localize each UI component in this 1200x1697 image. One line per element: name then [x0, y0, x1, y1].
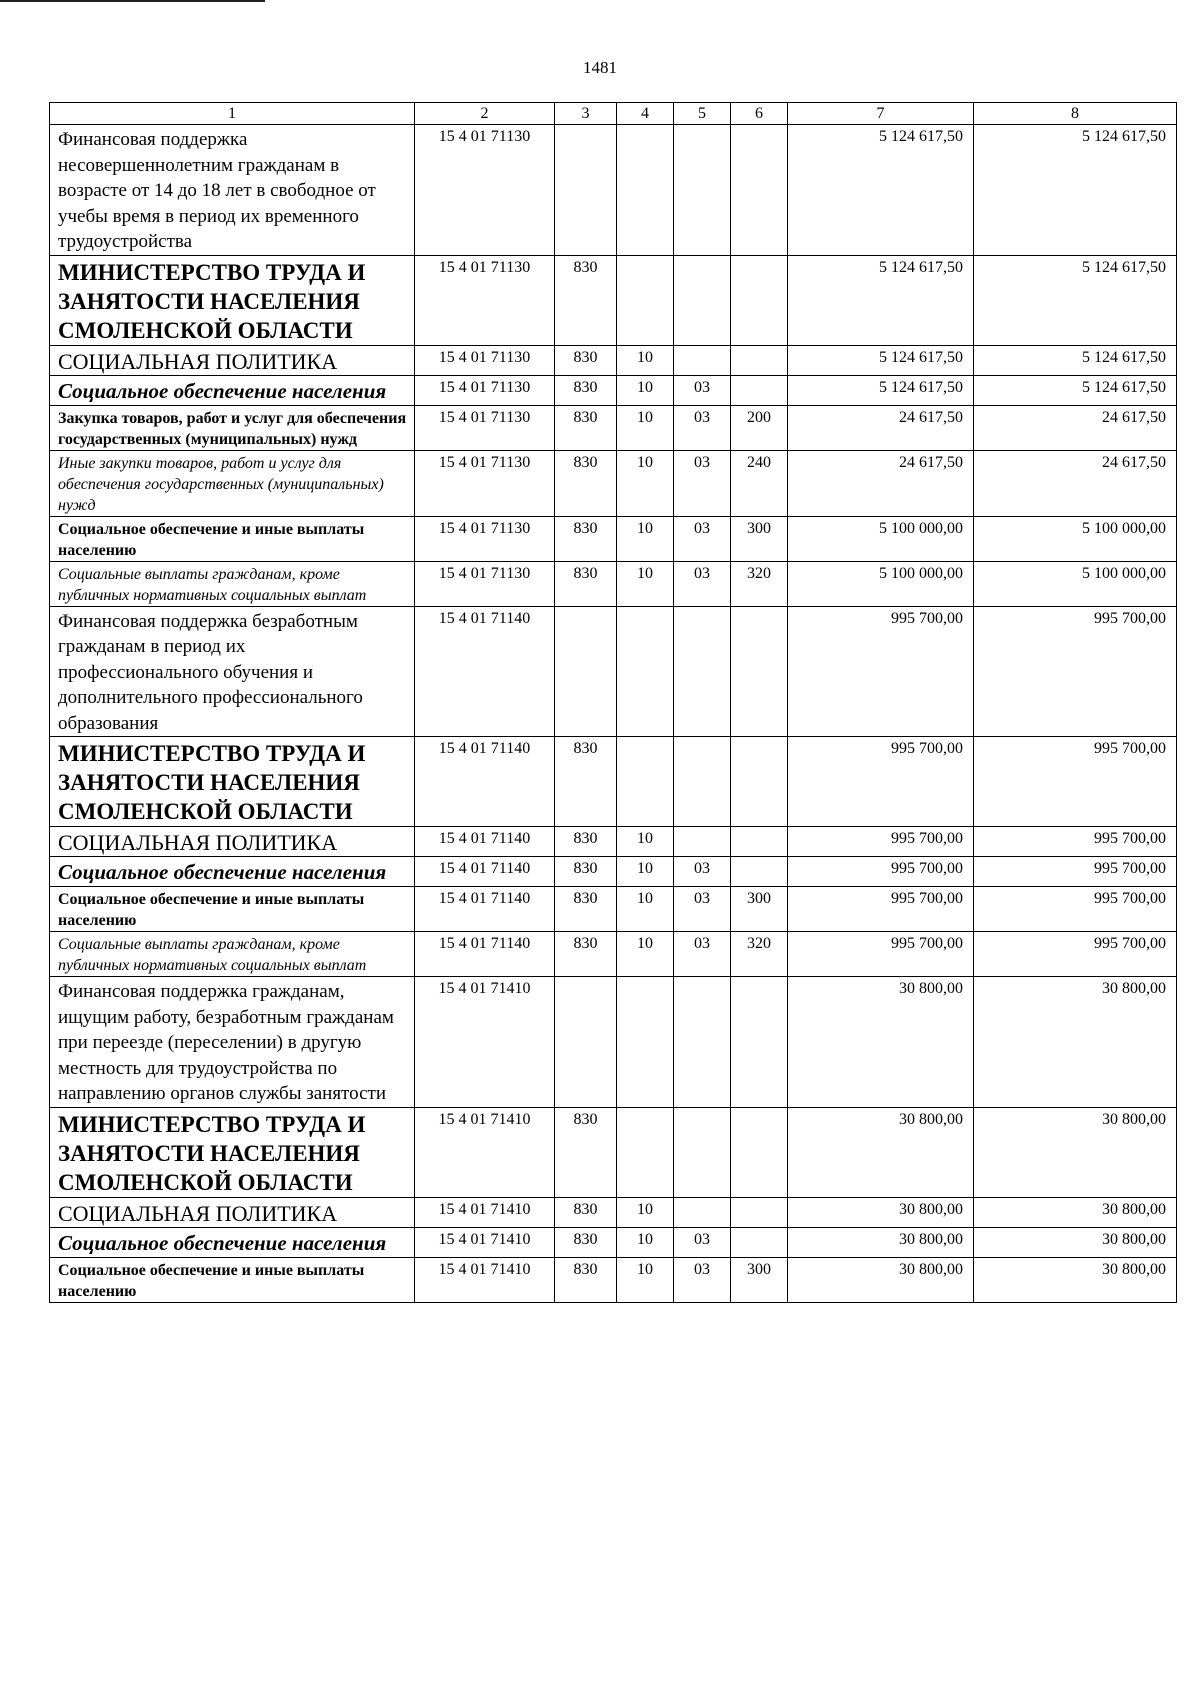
expense-type-code	[731, 737, 788, 827]
table-row	[50, 827, 1177, 857]
admin-code: 830	[555, 516, 617, 561]
amount-year-1: 995 700,00	[788, 857, 974, 887]
section-code: 10	[617, 561, 674, 606]
table-row	[50, 857, 1177, 887]
section-code: 10	[617, 1227, 674, 1257]
row-name	[50, 1227, 415, 1257]
target-code: 15 4 01 71140	[415, 887, 555, 932]
amount-year-2: 995 700,00	[974, 606, 1177, 737]
target-code: 15 4 01 71140	[415, 827, 555, 857]
amount-year-2: 5 124 617,50	[974, 125, 1177, 256]
admin-code	[555, 125, 617, 256]
amount-year-1: 5 124 617,50	[788, 255, 974, 345]
row-name-text: Социальные выплаты гражданам, кроме публичных нормативных социальных выплат	[58, 936, 367, 974]
table-row	[50, 516, 1177, 561]
section-code	[617, 737, 674, 827]
table-row	[50, 561, 1177, 606]
row-name	[50, 125, 415, 256]
amount-year-2: 995 700,00	[974, 827, 1177, 857]
table-row	[50, 1107, 1177, 1197]
column-header: 1	[50, 103, 415, 125]
row-name	[50, 516, 415, 561]
amount-year-1: 5 100 000,00	[788, 561, 974, 606]
target-code: 15 4 01 71130	[415, 561, 555, 606]
page-number: 1481	[583, 58, 617, 77]
table-row	[50, 405, 1177, 450]
section-code	[617, 1107, 674, 1197]
subsection-code: 03	[674, 561, 731, 606]
row-name-text: Социальное обеспечение и иные выплаты населению	[58, 520, 365, 559]
row-name-text: Социальное обеспечение населения	[58, 860, 387, 884]
row-name-text: Социальное обеспечение населения	[58, 378, 387, 403]
expense-type-code	[731, 125, 788, 256]
row-name	[50, 887, 415, 932]
section-code: 10	[617, 1197, 674, 1227]
expense-type-code: 200	[731, 405, 788, 450]
table-row	[50, 606, 1177, 737]
row-name-text: Социальное обеспечение и иные выплаты населению	[58, 1261, 365, 1300]
expense-type-code	[731, 375, 788, 405]
amount-year-2: 5 124 617,50	[974, 345, 1177, 375]
subsection-code	[674, 737, 731, 827]
admin-code	[555, 977, 617, 1108]
amount-year-1: 995 700,00	[788, 887, 974, 932]
row-name-text: СОЦИАЛЬНАЯ ПОЛИТИКА	[58, 830, 338, 855]
admin-code: 830	[555, 737, 617, 827]
expense-type-code: 300	[731, 516, 788, 561]
admin-code: 830	[555, 1107, 617, 1197]
admin-code: 830	[555, 345, 617, 375]
target-code: 15 4 01 71140	[415, 857, 555, 887]
subsection-code: 03	[674, 857, 731, 887]
amount-year-2: 995 700,00	[974, 932, 1177, 977]
row-name-text: Закупка товаров, работ и услуг для обеспечения государственных (муниципальных) нужд	[58, 409, 407, 448]
table-row	[50, 1257, 1177, 1302]
section-code	[617, 255, 674, 345]
subsection-code	[674, 1107, 731, 1197]
section-code: 10	[617, 375, 674, 405]
row-name	[50, 606, 415, 737]
table-row	[50, 977, 1177, 1108]
admin-code: 830	[555, 887, 617, 932]
section-code: 10	[617, 932, 674, 977]
row-name-text: Социальное обеспечение и иные выплаты населению	[58, 891, 365, 929]
admin-code: 830	[555, 405, 617, 450]
subsection-code	[674, 1197, 731, 1227]
row-name	[50, 375, 415, 405]
admin-code: 830	[555, 827, 617, 857]
amount-year-2: 24 617,50	[974, 405, 1177, 450]
amount-year-2: 5 100 000,00	[974, 516, 1177, 561]
subsection-code: 03	[674, 932, 731, 977]
amount-year-1: 30 800,00	[788, 977, 974, 1108]
row-name-text: Иные закупки товаров, работ и услуг для обеспечения государственных (муниципальных) нужд	[58, 454, 384, 514]
amount-year-1: 5 124 617,50	[788, 125, 974, 256]
amount-year-2: 5 124 617,50	[974, 255, 1177, 345]
section-code: 10	[617, 516, 674, 561]
admin-code: 830	[555, 1257, 617, 1302]
subsection-code: 03	[674, 1227, 731, 1257]
subsection-code: 03	[674, 516, 731, 561]
amount-year-1: 30 800,00	[788, 1107, 974, 1197]
table-row	[50, 1197, 1177, 1227]
amount-year-2: 30 800,00	[974, 1107, 1177, 1197]
table-row	[50, 737, 1177, 827]
admin-code: 830	[555, 1197, 617, 1227]
admin-code	[555, 606, 617, 737]
section-code: 10	[617, 887, 674, 932]
target-code: 15 4 01 71410	[415, 1107, 555, 1197]
target-code: 15 4 01 71140	[415, 932, 555, 977]
expense-type-code	[731, 255, 788, 345]
amount-year-2: 995 700,00	[974, 737, 1177, 827]
subsection-code	[674, 125, 731, 256]
subsection-code	[674, 606, 731, 737]
row-name	[50, 405, 415, 450]
expense-type-code: 300	[731, 1257, 788, 1302]
table-row	[50, 345, 1177, 375]
target-code: 15 4 01 71410	[415, 1257, 555, 1302]
target-code: 15 4 01 71130	[415, 345, 555, 375]
corner-rule	[0, 0, 265, 2]
row-name-text: МИНИСТЕРСТВО ТРУДА И ЗАНЯТОСТИ НАСЕЛЕНИЯ СМОЛЕНСКОЙ ОБЛАСТИ	[58, 259, 366, 343]
target-code: 15 4 01 71410	[415, 977, 555, 1108]
amount-year-1: 30 800,00	[788, 1257, 974, 1302]
section-code	[617, 125, 674, 256]
row-name	[50, 857, 415, 887]
admin-code: 830	[555, 932, 617, 977]
subsection-code: 03	[674, 375, 731, 405]
target-code: 15 4 01 71130	[415, 450, 555, 516]
row-name	[50, 827, 415, 857]
row-name-text: Финансовая поддержка гражданам, ищущим работу, безработным гражданам при переезде (переселении) в другую местность для трудоустройства по направлению органов службы занятости	[58, 981, 394, 1104]
target-code: 15 4 01 71410	[415, 1197, 555, 1227]
target-code: 15 4 01 71410	[415, 1227, 555, 1257]
expense-type-code	[731, 827, 788, 857]
amount-year-1: 30 800,00	[788, 1197, 974, 1227]
subsection-code: 03	[674, 887, 731, 932]
amount-year-2: 30 800,00	[974, 1257, 1177, 1302]
expense-type-code	[731, 1227, 788, 1257]
row-name	[50, 1107, 415, 1197]
column-header: 3	[555, 103, 617, 125]
column-header: 8	[974, 103, 1177, 125]
target-code: 15 4 01 71130	[415, 516, 555, 561]
admin-code: 830	[555, 561, 617, 606]
amount-year-1: 995 700,00	[788, 827, 974, 857]
amount-year-2: 30 800,00	[974, 977, 1177, 1108]
row-name	[50, 1257, 415, 1302]
expense-type-code: 320	[731, 561, 788, 606]
table-header-row	[50, 103, 1177, 125]
row-name-text: СОЦИАЛЬНАЯ ПОЛИТИКА	[58, 348, 338, 374]
subsection-code	[674, 827, 731, 857]
amount-year-2: 995 700,00	[974, 857, 1177, 887]
amount-year-1: 24 617,50	[788, 405, 974, 450]
amount-year-1: 5 124 617,50	[788, 375, 974, 405]
target-code: 15 4 01 71140	[415, 737, 555, 827]
target-code: 15 4 01 71140	[415, 606, 555, 737]
target-code: 15 4 01 71130	[415, 375, 555, 405]
table-row	[50, 125, 1177, 256]
budget-table	[49, 102, 1177, 1303]
column-header: 6	[731, 103, 788, 125]
expense-type-code	[731, 1107, 788, 1197]
row-name	[50, 737, 415, 827]
table-row	[50, 887, 1177, 932]
amount-year-2: 30 800,00	[974, 1197, 1177, 1227]
section-code	[617, 977, 674, 1108]
row-name-text: МИНИСТЕРСТВО ТРУДА И ЗАНЯТОСТИ НАСЕЛЕНИЯ СМОЛЕНСКОЙ ОБЛАСТИ	[58, 741, 366, 824]
amount-year-1: 5 124 617,50	[788, 345, 974, 375]
expense-type-code	[731, 857, 788, 887]
row-name	[50, 561, 415, 606]
amount-year-1: 995 700,00	[788, 737, 974, 827]
expense-type-code: 240	[731, 450, 788, 516]
section-code: 10	[617, 827, 674, 857]
amount-year-1: 995 700,00	[788, 932, 974, 977]
amount-year-2: 30 800,00	[974, 1227, 1177, 1257]
subsection-code: 03	[674, 1257, 731, 1302]
row-name	[50, 450, 415, 516]
amount-year-1: 5 100 000,00	[788, 516, 974, 561]
section-code: 10	[617, 857, 674, 887]
row-name	[50, 1197, 415, 1227]
target-code: 15 4 01 71130	[415, 255, 555, 345]
admin-code: 830	[555, 857, 617, 887]
table-row	[50, 255, 1177, 345]
subsection-code	[674, 255, 731, 345]
target-code: 15 4 01 71130	[415, 125, 555, 256]
admin-code: 830	[555, 255, 617, 345]
row-name-text: Финансовая поддержка несовершеннолетним гражданам в возрасте от 14 до 18 лет в свободное от учебы время в период их временного трудоустройства	[58, 129, 376, 252]
row-name	[50, 255, 415, 345]
section-code: 10	[617, 345, 674, 375]
admin-code: 830	[555, 1227, 617, 1257]
column-header: 5	[674, 103, 731, 125]
subsection-code: 03	[674, 405, 731, 450]
row-name	[50, 977, 415, 1108]
row-name	[50, 932, 415, 977]
row-name-text: СОЦИАЛЬНАЯ ПОЛИТИКА	[58, 1200, 338, 1226]
subsection-code: 03	[674, 450, 731, 516]
expense-type-code	[731, 1197, 788, 1227]
expense-type-code: 320	[731, 932, 788, 977]
amount-year-2: 995 700,00	[974, 887, 1177, 932]
row-name-text: Финансовая поддержка безработным гражданам в период их профессионального обучения и дополнительного профессионального образования	[58, 610, 363, 734]
section-code: 10	[617, 1257, 674, 1302]
admin-code: 830	[555, 375, 617, 405]
row-name	[50, 345, 415, 375]
expense-type-code	[731, 606, 788, 737]
amount-year-2: 5 124 617,50	[974, 375, 1177, 405]
subsection-code	[674, 345, 731, 375]
section-code	[617, 606, 674, 737]
column-header: 2	[415, 103, 555, 125]
column-header: 7	[788, 103, 974, 125]
target-code: 15 4 01 71130	[415, 405, 555, 450]
amount-year-1: 24 617,50	[788, 450, 974, 516]
admin-code: 830	[555, 450, 617, 516]
row-name-text: МИНИСТЕРСТВО ТРУДА И ЗАНЯТОСТИ НАСЕЛЕНИЯ СМОЛЕНСКОЙ ОБЛАСТИ	[58, 1111, 366, 1195]
row-name-text: Социальное обеспечение населения	[58, 1230, 387, 1255]
table-row	[50, 375, 1177, 405]
expense-type-code	[731, 345, 788, 375]
expense-type-code: 300	[731, 887, 788, 932]
row-name-text: Социальные выплаты гражданам, кроме публичных нормативных социальных выплат	[58, 565, 367, 604]
column-header: 4	[617, 103, 674, 125]
amount-year-2: 24 617,50	[974, 450, 1177, 516]
table-row	[50, 450, 1177, 516]
section-code: 10	[617, 405, 674, 450]
amount-year-1: 995 700,00	[788, 606, 974, 737]
table-row	[50, 1227, 1177, 1257]
amount-year-2: 5 100 000,00	[974, 561, 1177, 606]
section-code: 10	[617, 450, 674, 516]
expense-type-code	[731, 977, 788, 1108]
table-row	[50, 932, 1177, 977]
amount-year-1: 30 800,00	[788, 1227, 974, 1257]
subsection-code	[674, 977, 731, 1108]
